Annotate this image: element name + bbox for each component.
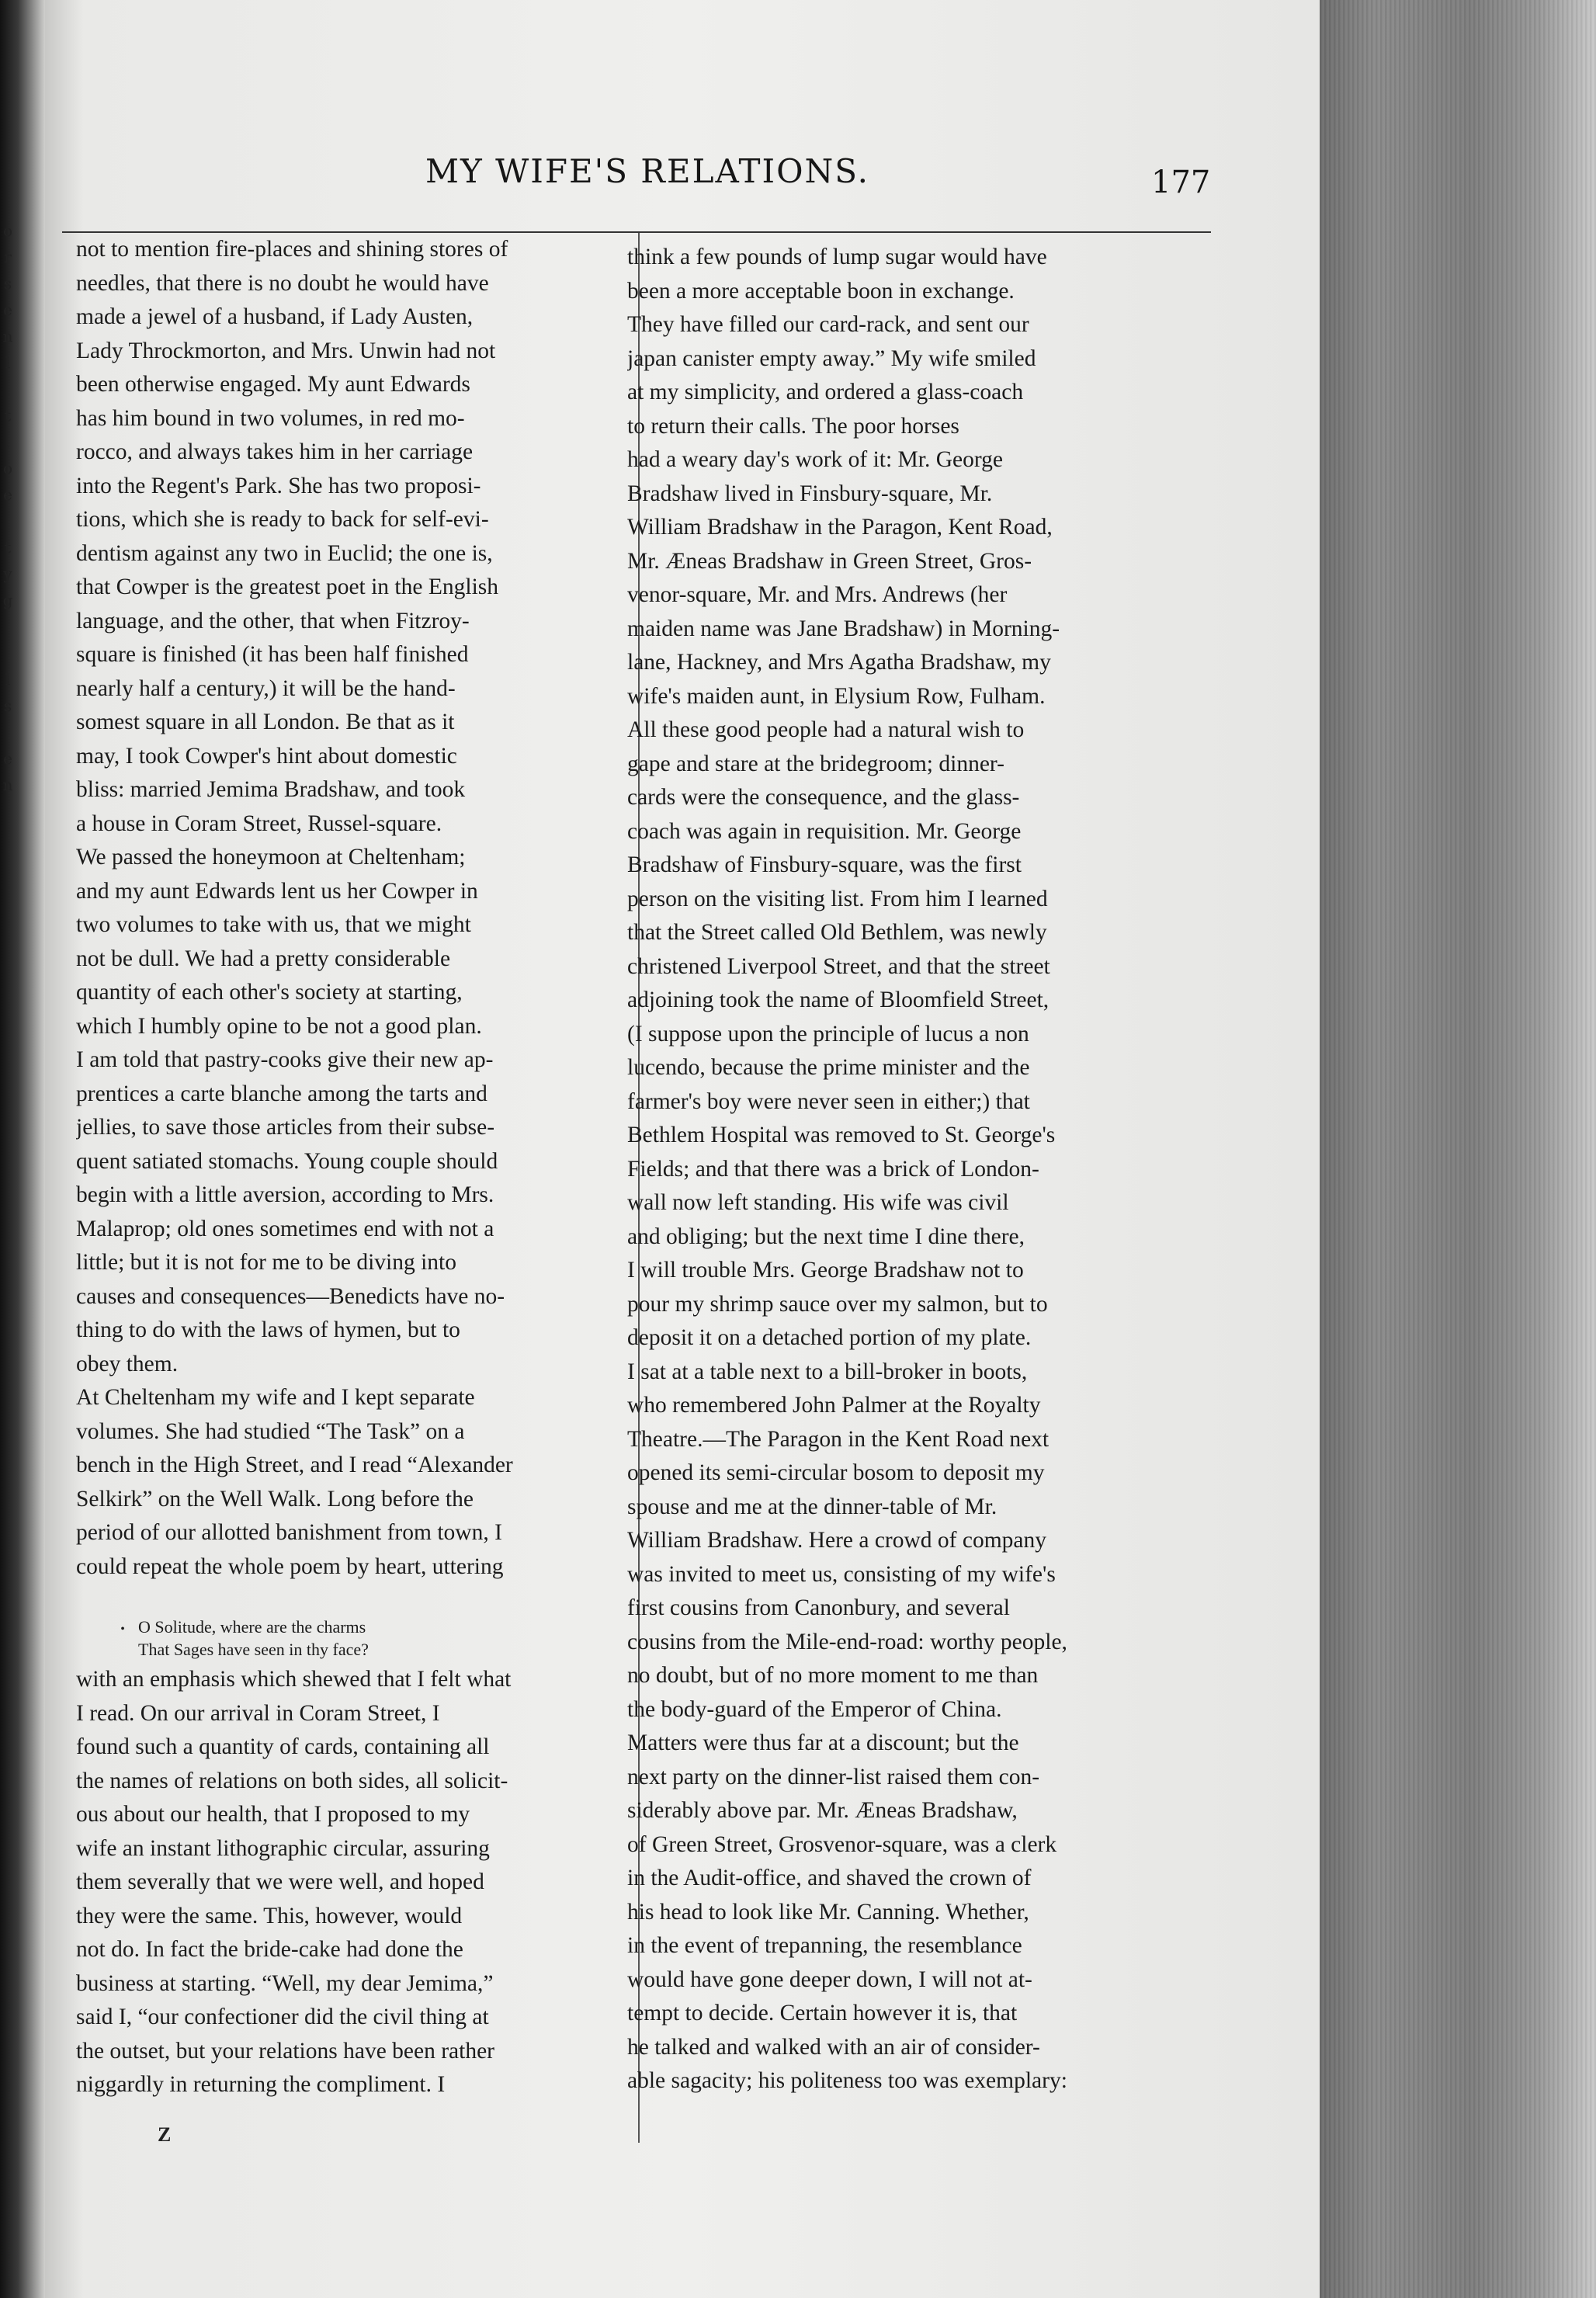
text-line: siderably above par. Mr. Æneas Bradshaw, [627, 1798, 1018, 1823]
text-line: which I humbly opine to be not a good plan. [76, 1013, 482, 1039]
text-line: was invited to meet us, consisting of my wife's [627, 1561, 1056, 1587]
text-line: of Green Street, Grosvenor-square, was a clerk [627, 1831, 1057, 1857]
text-line: little; but it is not for me to be diving into [76, 1250, 456, 1275]
text-line: cards were the consequence, and the glass- [627, 785, 1020, 810]
text-line: had a weary day's work of it: Mr. George [627, 447, 1004, 472]
margin-letter: t [4, 406, 12, 425]
text-line: the outset, but your relations have been rather [76, 2038, 495, 2064]
text-line: quantity of each other's society at starting, [76, 980, 463, 1005]
margin-letter: s [3, 274, 12, 293]
text-line: and obliging; but the next time I dine there, [627, 1224, 1025, 1249]
text-line: to return their calls. The poor horses [627, 413, 959, 439]
text-line: said I, “our confectioner did the civil thing at [76, 2005, 489, 2029]
margin-letter: e [3, 749, 12, 768]
text-line: his head to look like Mr. Canning. Whether, [627, 1899, 1029, 1925]
left-column-top [76, 233, 627, 1584]
previous-page-letters [0, 217, 16, 798]
text-line: somest square in all London. Be that as it [76, 710, 455, 734]
text-line: Malaprop; old ones sometimes end with not a [76, 1216, 494, 1241]
text-line: person on the visiting list. From him I learned [627, 886, 1048, 911]
text-line: think a few pounds of lump sugar would have [627, 245, 1047, 269]
margin-letter: o [2, 221, 13, 240]
text-line: next party on the dinner-list raised them con- [627, 1764, 1040, 1789]
text-line: opened its semi-circular bosom to deposit my [627, 1460, 1045, 1485]
text-line: ous about our health, that I proposed to my [76, 1802, 470, 1827]
text-line: not to mention fire-places and shining stores of [76, 237, 508, 262]
text-line: the names of relations on both sides, all solicit- [76, 1768, 508, 1793]
text-line: not be dull. We had a pretty considerable [76, 946, 451, 971]
margin-letter: e [3, 300, 12, 319]
text-line: and my aunt Edwards lent us her Cowper in [76, 878, 478, 904]
text-line: adjoining took the name of Bloomfield Street, [627, 988, 1050, 1012]
text-line: Bradshaw of Finsbury-square, was the first [627, 852, 1022, 877]
text-line: them severally that we were well, and hoped [76, 1869, 484, 1894]
text-line: wall now left standing. His wife was civil [627, 1190, 1009, 1215]
margin-letter: o [2, 459, 13, 477]
text-line: At Cheltenham my wife and I kept separate [76, 1385, 475, 1410]
text-line: no doubt, but of no more moment to me than [627, 1663, 1039, 1688]
text-line: christened Liverpool Street, and that the street [627, 953, 1050, 979]
margin-letter [0, 640, 16, 666]
text-line: maiden name was Jane Bradshaw) in Morning- [627, 616, 1060, 641]
margin-letter: . [5, 432, 11, 451]
text-line: in the Audit-office, and shaved the crown of [627, 1866, 1032, 1890]
text-line: I will trouble Mrs. George Bradshaw not to [627, 1258, 1024, 1283]
margin-letter: e [3, 485, 12, 504]
text-line: thing to do with the laws of hymen, but to [76, 1317, 460, 1342]
text-line: gape and stare at the bridegroom; dinner- [627, 751, 1004, 776]
margin-letter: g [2, 591, 13, 609]
text-line: that the Street called Old Bethlem, was newly [627, 920, 1047, 945]
text-line: found such a quantity of cards, containing all [76, 1734, 490, 1759]
text-line: spouse and me at the dinner-table of Mr. [627, 1494, 998, 1519]
text-line: farmer's boy were never seen in either;) that [627, 1088, 1030, 1114]
text-line: could repeat the whole poem by heart, uttering [76, 1553, 504, 1579]
text-line: quent satiated stomachs. Young couple should [76, 1148, 498, 1174]
text-line: Lady Throckmorton, and Mrs. Unwin had not [76, 338, 496, 363]
signature-mark: Z [158, 2123, 172, 2146]
text-line: has him bound in two volumes, in red mo- [76, 405, 465, 431]
left-column-bottom [76, 1663, 627, 2102]
text-line: japan canister empty away.” My wife smiled [627, 345, 1036, 371]
margin-letter: r [4, 248, 12, 266]
footnote [107, 1617, 619, 1660]
text-line: Theatre.—The Paragon in the Kent Road next [627, 1426, 1050, 1452]
text-line: tempt to decide. Certain however it is, that [627, 2001, 1018, 2026]
text-line: obey them. [76, 1351, 179, 1376]
text-line: not do. In fact the bride-cake had done the [76, 1937, 463, 1962]
text-line: they were the same. This, however, would [76, 1903, 463, 1928]
text-line: with an emphasis which shewed that I felt what [76, 1667, 512, 1692]
text-line: Fields; and that there was a brick of London- [627, 1156, 1039, 1182]
margin-letter: y [3, 564, 12, 583]
text-line: Mr. Æneas Bradshaw in Green Street, Gros- [627, 548, 1032, 574]
text-line: in the event of trepanning, the resemblance [627, 1933, 1022, 1958]
text-line: first cousins from Canonbury, and several [627, 1595, 1010, 1620]
text-line: I am told that pastry-cooks give their new ap- [76, 1047, 494, 1072]
text-line: business at starting. “Well, my dear Jemima,” [76, 1970, 494, 1996]
text-line: Matters were thus far at a discount; but the [627, 1730, 1019, 1755]
text-line: Selkirk” on the Well Walk. Long before the [76, 1486, 474, 1512]
text-line: I read. On our arrival in Coram Street, I [76, 1700, 440, 1726]
text-line: he talked and walked with an air of consider- [627, 2034, 1040, 2060]
text-line: They have filled our card-rack, and sent our [627, 312, 1029, 337]
text-line: bliss: married Jemima Bradshaw, and took [76, 777, 466, 802]
margin-letter [0, 613, 16, 640]
text-line: who remembered John Palmer at the Royalty [627, 1393, 1041, 1418]
footnote-line-2: That Sages have seen in thy face? [138, 1640, 369, 1659]
text-line: William Bradshaw. Here a crowd of company [627, 1528, 1047, 1553]
text-line: the body-guard of the Emperor of China. [627, 1696, 1002, 1722]
text-line: I sat at a table next to a bill-broker in boots, [627, 1359, 1028, 1384]
text-line: lucendo, because the prime minister and the [627, 1055, 1030, 1080]
text-line: would have gone deeper down, I will not at- [627, 1966, 1032, 1992]
margin-letter: l [5, 353, 11, 372]
text-line: made a jewel of a husband, if Lady Austen, [76, 304, 474, 329]
text-line: dentism against any two in Euclid; the one is, [76, 540, 493, 566]
text-line: William Bradshaw in the Paragon, Kent Road, [627, 515, 1053, 540]
margin-letter [0, 508, 16, 534]
text-line: able sagacity; his politeness too was exemplary: [627, 2068, 1067, 2093]
text-line: jellies, to save those articles from their subse- [76, 1115, 495, 1140]
text-line: square is finished (it has been half finished [76, 642, 469, 667]
text-line: All these good people had a natural wish to [627, 717, 1025, 742]
text-line: that Cowper is the greatest poet in the English [76, 574, 498, 599]
text-line: needles, that there is no doubt he would have [76, 270, 489, 296]
margin-letter: n [2, 327, 13, 345]
text-line: Bradshaw lived in Finsbury-square, Mr. [627, 481, 993, 506]
right-column [627, 241, 1237, 2098]
text-line: causes and consequences—Benedicts have no- [76, 1283, 505, 1309]
text-line: a house in Coram Street, Russel-square. [76, 811, 442, 836]
text-line: tions, which she is ready to back for self-evi- [76, 507, 489, 532]
running-head: MY WIFE'S RELATIONS. [425, 152, 869, 190]
text-line: deposit it on a detached portion of my plate. [627, 1325, 1032, 1350]
text-line: Bethlem Hospital was removed to St. George's [627, 1123, 1056, 1147]
text-line: venor-square, Mr. and Mrs. Andrews (her [627, 582, 1008, 607]
page-number: 177 [1151, 165, 1211, 200]
margin-letter: l [5, 670, 11, 689]
text-line: language, and the other, that when Fitzroy- [76, 608, 470, 634]
footnote-line-1: O Solitude, where are the charms [138, 1617, 366, 1637]
text-line: prentices a carte blanche among the tarts and [76, 1081, 487, 1106]
book-page [45, 0, 1320, 2298]
text-line: at my simplicity, and ordered a glass-coach [627, 380, 1024, 404]
text-line: pour my shrimp sauce over my salmon, but to [627, 1291, 1048, 1317]
text-line: lane, Hackney, and Mrs Agatha Bradshaw, my [627, 650, 1051, 675]
text-line: period of our allotted banishment from town, I [76, 1520, 502, 1545]
margin-letter [0, 376, 16, 402]
text-line: begin with a little aversion, according to Mrs. [76, 1182, 494, 1207]
text-line: wife's maiden aunt, in Elysium Row, Fulham. [627, 683, 1046, 709]
text-line: may, I took Cowper's hint about domestic [76, 743, 457, 769]
text-line: We passed the honeymoon at Cheltenham; [76, 845, 466, 870]
margin-letter: s [3, 696, 12, 715]
text-line: nearly half a century,) it will be the hand- [76, 675, 456, 701]
text-line: been a more acceptable boon in exchange. [627, 278, 1015, 304]
text-line: volumes. She had studied “The Task” on a [76, 1418, 465, 1444]
book-edge [1320, 0, 1596, 2298]
text-line: (I suppose upon the principle of lucus a non [627, 1021, 1029, 1047]
margin-letter: t [4, 538, 12, 557]
text-line: wife an instant lithographic circular, assuring [76, 1835, 490, 1861]
footnote-mark: • [120, 1623, 125, 1636]
margin-letter [0, 719, 16, 745]
text-line: into the Regent's Park. She has two proposi- [76, 473, 481, 498]
text-line: rocco, and always takes him in her carriage [76, 439, 474, 464]
margin-letter: n [2, 776, 13, 794]
text-line: been otherwise engaged. My aunt Edwards [76, 372, 470, 397]
text-line: bench in the High Street, and I read “Alexander [76, 1453, 513, 1477]
text-line: niggardly in returning the compliment. I [76, 2072, 446, 2097]
text-line: coach was again in requisition. Mr. George [627, 818, 1022, 844]
text-line: two volumes to take with us, that we might [76, 912, 471, 937]
text-line: cousins from the Mile-end-road: worthy people, [627, 1629, 1067, 1654]
